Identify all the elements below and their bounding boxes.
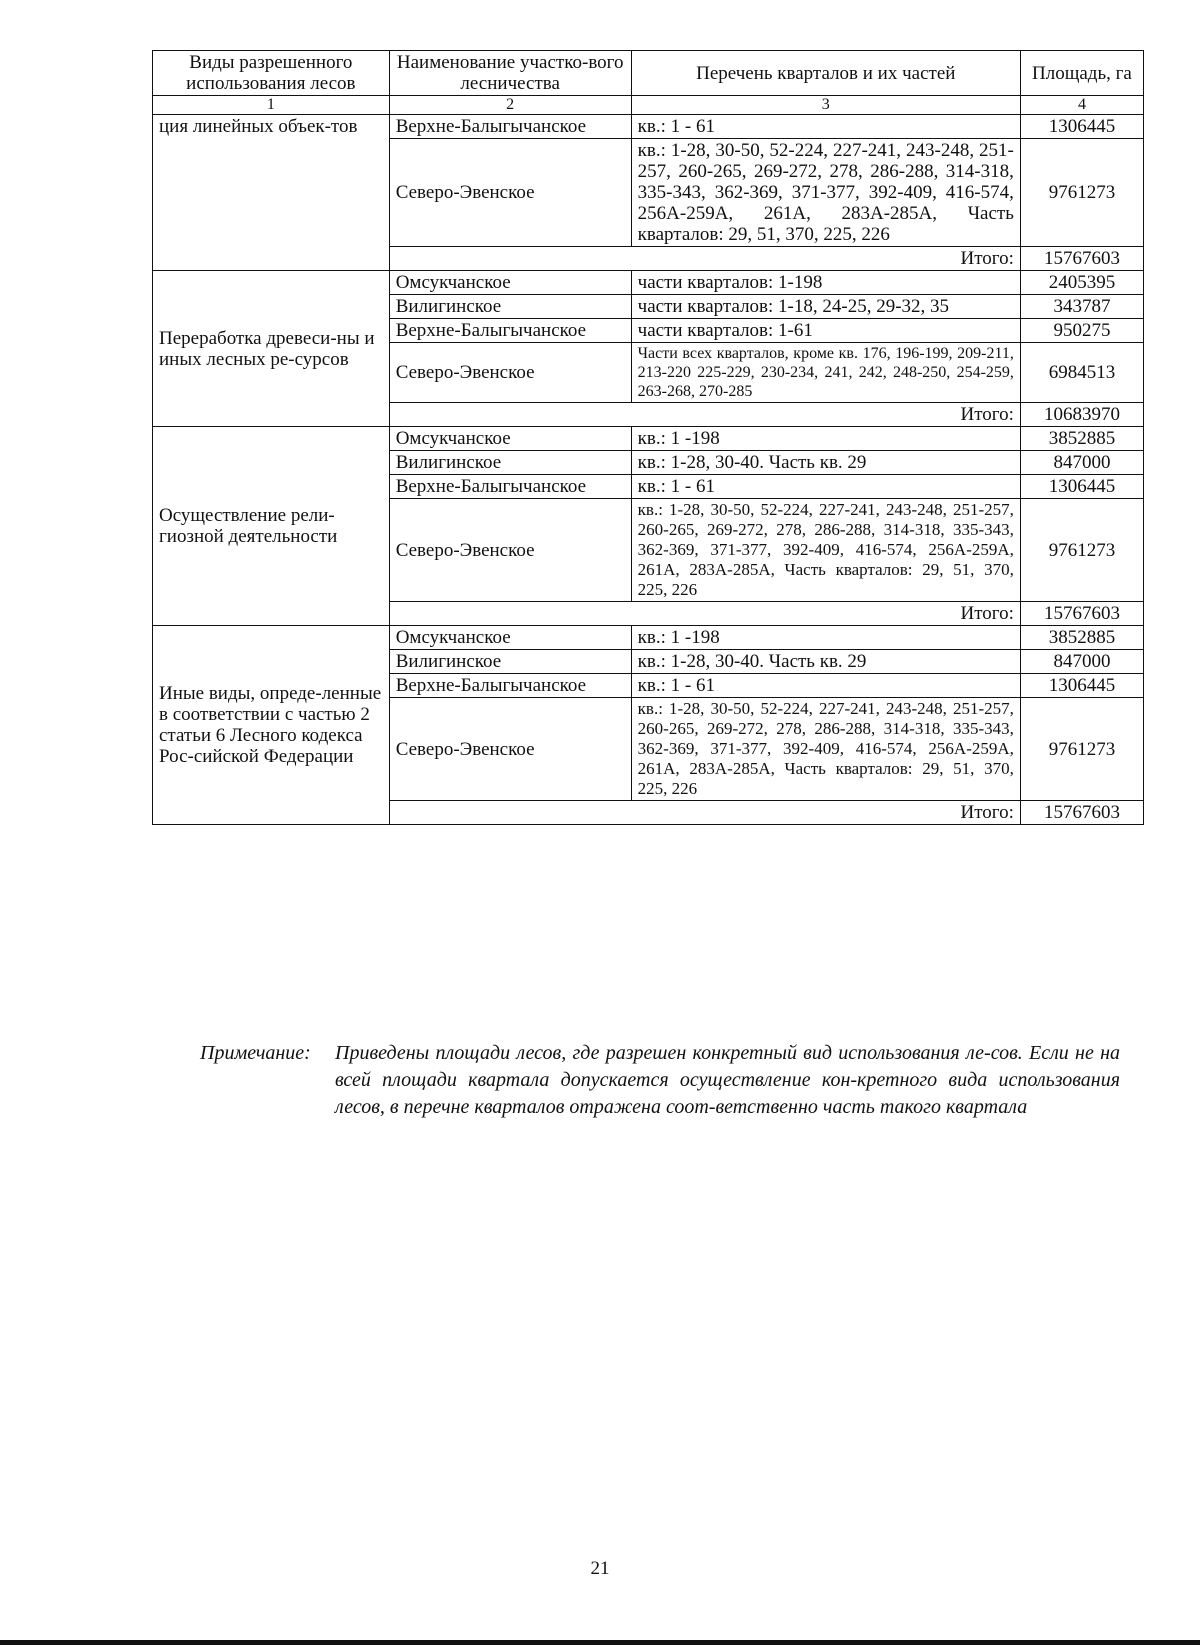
total-value: 15767603 bbox=[1020, 247, 1143, 271]
total-value: 10683970 bbox=[1020, 403, 1143, 427]
table-row bbox=[153, 626, 1144, 650]
use-type-cell: ция линейных объек-тов bbox=[153, 115, 390, 271]
column-number: 2 bbox=[389, 96, 631, 115]
header-use-type: Виды разрешенного использования лесов bbox=[153, 51, 390, 96]
area-cell: 6984513 bbox=[1020, 343, 1143, 403]
header-quarters: Перечень кварталов и их частей bbox=[631, 51, 1020, 96]
district-cell: Вилигинское bbox=[389, 650, 631, 674]
total-label: Итого: bbox=[389, 403, 1020, 427]
use-type-cell: Переработка древеси-ны и иных лесных ре-сурсов bbox=[153, 271, 390, 427]
quarters-cell: кв.: 1-28, 30-50, 52-224, 227-241, 243-248, 251-257, 260-265, 269-272, 278, 286-288, 314-318, 335-343, 362-369, 371-377, 392-409, 416-574, 256А-259А, 261А, 283А-285А, Часть кварталов: 29, 51, 370, 225, 226 bbox=[631, 499, 1020, 602]
quarters-cell: Части всех кварталов, кроме кв. 176, 196-199, 209-211, 213-220 225-229, 230-234, 241, 242, 248-250, 254-259, 263-268, 270-285 bbox=[631, 343, 1020, 403]
page-number: 21 bbox=[590, 1558, 610, 1579]
area-cell: 9761273 bbox=[1020, 139, 1143, 247]
total-label: Итого: bbox=[389, 602, 1020, 626]
quarters-cell: кв.: 1-28, 30-50, 52-224, 227-241, 243-248, 251-257, 260-265, 269-272, 278, 286-288, 314-318, 335-343, 362-369, 371-377, 392-409, 416-574, 256А-259А, 261А, 283А-285А, Часть кварталов: 29, 51, 370, 225, 226 bbox=[631, 139, 1020, 247]
table-header-row bbox=[153, 51, 1144, 96]
area-cell: 3852885 bbox=[1020, 626, 1143, 650]
area-cell: 847000 bbox=[1020, 451, 1143, 475]
quarters-cell: кв.: 1-28, 30-40. Часть кв. 29 bbox=[631, 650, 1020, 674]
district-cell: Верхне-Балыгычанское bbox=[389, 674, 631, 698]
area-cell: 1306445 bbox=[1020, 674, 1143, 698]
area-cell: 950275 bbox=[1020, 319, 1143, 343]
table-row bbox=[153, 271, 1144, 295]
forest-use-table bbox=[152, 50, 1144, 825]
column-number-row bbox=[153, 96, 1144, 115]
footnote-label: Примечание: bbox=[200, 1042, 311, 1064]
bottom-rule bbox=[0, 1640, 1200, 1645]
area-cell: 9761273 bbox=[1020, 499, 1143, 602]
quarters-cell: кв.: 1-28, 30-50, 52-224, 227-241, 243-248, 251-257, 260-265, 269-272, 278, 286-288, 314-318, 335-343, 362-369, 371-377, 392-409, 416-574, 256А-259А, 261А, 283А-285А, Часть кварталов: 29, 51, 370, 225, 226 bbox=[631, 698, 1020, 801]
district-cell: Верхне-Балыгычанское bbox=[389, 115, 631, 139]
total-value: 15767603 bbox=[1020, 602, 1143, 626]
district-cell: Верхне-Балыгычанское bbox=[389, 319, 631, 343]
quarters-cell: кв.: 1 -198 bbox=[631, 626, 1020, 650]
area-cell: 847000 bbox=[1020, 650, 1143, 674]
quarters-cell: кв.: 1-28, 30-40. Часть кв. 29 bbox=[631, 451, 1020, 475]
quarters-cell: кв.: 1 - 61 bbox=[631, 115, 1020, 139]
district-cell: Верхне-Балыгычанское bbox=[389, 475, 631, 499]
district-cell: Вилигинское bbox=[389, 295, 631, 319]
column-number: 4 bbox=[1020, 96, 1143, 115]
quarters-cell: кв.: 1 - 61 bbox=[631, 475, 1020, 499]
district-cell: Омсукчанское bbox=[389, 427, 631, 451]
district-cell: Омсукчанское bbox=[389, 626, 631, 650]
use-type-cell: Осуществление рели-гиозной деятельности bbox=[153, 427, 390, 626]
total-label: Итого: bbox=[389, 247, 1020, 271]
district-cell: Северо-Эвенское bbox=[389, 139, 631, 247]
quarters-cell: кв.: 1 - 61 bbox=[631, 674, 1020, 698]
table-row bbox=[153, 115, 1144, 139]
header-area: Площадь, га bbox=[1020, 51, 1143, 96]
header-district: Наименование участко-вого лесничества bbox=[389, 51, 631, 96]
district-cell: Северо-Эвенское bbox=[389, 499, 631, 602]
area-cell: 2405395 bbox=[1020, 271, 1143, 295]
quarters-cell: кв.: 1 -198 bbox=[631, 427, 1020, 451]
district-cell: Северо-Эвенское bbox=[389, 343, 631, 403]
area-cell: 3852885 bbox=[1020, 427, 1143, 451]
area-cell: 343787 bbox=[1020, 295, 1143, 319]
area-cell: 9761273 bbox=[1020, 698, 1143, 801]
area-cell: 1306445 bbox=[1020, 475, 1143, 499]
column-number: 1 bbox=[153, 96, 390, 115]
footnote-text: Приведены площади лесов, где разрешен конкретный вид использования ле-сов. Если не на всей площади квартала допускается осуществление кон-кретного вида использования лесов, в перечне кварталов отражена соот-ветственно часть такого квартала bbox=[335, 1042, 1120, 1118]
quarters-cell: части кварталов: 1-18, 24-25, 29-32, 35 bbox=[631, 295, 1020, 319]
quarters-cell: части кварталов: 1-61 bbox=[631, 319, 1020, 343]
district-cell: Северо-Эвенское bbox=[389, 698, 631, 801]
total-value: 15767603 bbox=[1020, 801, 1143, 825]
use-type-cell: Иные виды, опреде-ленные в соответствии с частью 2 статьи 6 Лесного кодекса Рос-сийской Федерации bbox=[153, 626, 390, 825]
footnote bbox=[200, 1040, 1120, 1121]
area-cell: 1306445 bbox=[1020, 115, 1143, 139]
table-row bbox=[153, 427, 1144, 451]
district-cell: Вилигинское bbox=[389, 451, 631, 475]
district-cell: Омсукчанское bbox=[389, 271, 631, 295]
column-number: 3 bbox=[631, 96, 1020, 115]
total-label: Итого: bbox=[389, 801, 1020, 825]
quarters-cell: части кварталов: 1-198 bbox=[631, 271, 1020, 295]
